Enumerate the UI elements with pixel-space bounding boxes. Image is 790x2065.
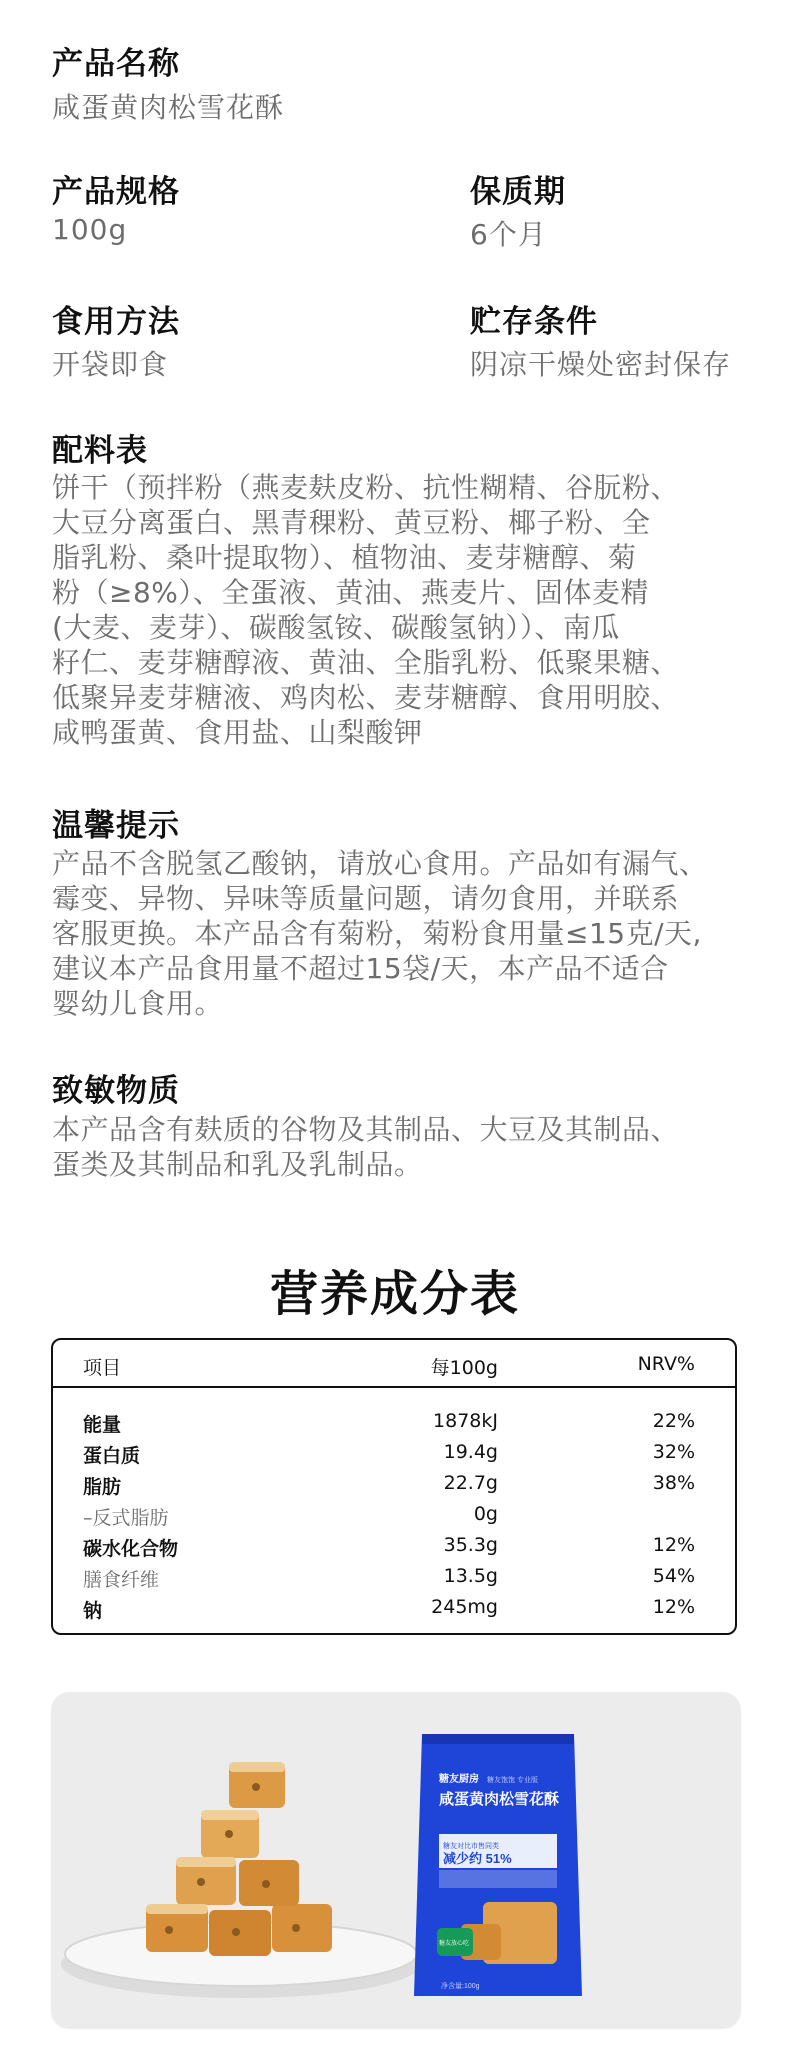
ingredients-line: 饼干（预拌粉（燕麦麸皮粉、抗性糊精、谷朊粉、 xyxy=(52,471,680,504)
table-row-fiber xyxy=(53,1565,735,1595)
tips-line: 建议本产品食用量不超过15袋/天，本产品不适合 xyxy=(52,952,669,985)
tips-line: 产品不含脱氢乙酸钠，请放心食用。产品如有漏气、 xyxy=(52,847,708,880)
package-sub-brand: 糖友饱饱 专业版 xyxy=(487,1777,538,1784)
nutrition-title: 营养成分表 xyxy=(269,1266,520,1322)
tips-label: 温馨提示 xyxy=(52,808,180,844)
row-item: 能量 xyxy=(83,1414,122,1436)
row-per: 1878kJ xyxy=(433,1410,498,1432)
allergens-label: 致敏物质 xyxy=(52,1073,180,1109)
row-item: 碳水化合物 xyxy=(83,1538,179,1560)
row-nrv: 38% xyxy=(652,1472,695,1494)
row-item: 蛋白质 xyxy=(83,1445,141,1467)
product-illustration xyxy=(51,1692,741,2029)
row-item: 钠 xyxy=(83,1600,103,1622)
row-nrv: 12% xyxy=(652,1534,695,1556)
ingredients-text xyxy=(52,470,772,750)
shelf-life-value: 6个月 xyxy=(470,218,547,251)
row-per: 0g xyxy=(473,1503,498,1525)
package-brand: 糖友厨房 xyxy=(439,1774,479,1785)
package-name: 咸蛋黄肉松雪花酥 xyxy=(439,1791,560,1808)
row-per: 22.7g xyxy=(443,1472,498,1494)
row-item: 膳食纤维 xyxy=(83,1569,160,1591)
row-per: 13.5g xyxy=(443,1565,498,1587)
row-per: 35.3g xyxy=(443,1534,498,1556)
usage-value: 开袋即食 xyxy=(52,348,169,381)
row-item: –反式脂肪 xyxy=(83,1507,169,1529)
ingredients-line: 脂乳粉、桑叶提取物）、植物油、麦芽糖醇、菊 xyxy=(52,541,637,574)
header-item: 项目 xyxy=(83,1357,122,1379)
table-row-protein xyxy=(53,1441,735,1471)
header-nrv: NRV% xyxy=(637,1353,695,1375)
allergens-line: 蛋类及其制品和乳及乳制品。 xyxy=(52,1148,423,1181)
allergens-text xyxy=(52,1112,772,1182)
ingredients-line: (大麦、麦芽）、碳酸氢铵、碳酸氢钠））、南瓜 xyxy=(52,611,620,644)
row-per: 245mg xyxy=(431,1596,498,1618)
package-badge: 糖友放心吃 xyxy=(439,1941,470,1947)
nutrition-table-header xyxy=(53,1340,735,1388)
tips-line: 霉变、异物、异味等质量问题，请勿食用，并联系 xyxy=(52,882,680,915)
ingredients-line: 大豆分离蛋白、黑青稞粉、黄豆粉、椰子粉、全 xyxy=(52,506,651,539)
storage-value: 阴凉干燥处密封保存 xyxy=(470,348,732,381)
table-row-energy xyxy=(53,1410,735,1440)
row-per: 19.4g xyxy=(443,1441,498,1463)
table-row-trans-fat xyxy=(53,1503,735,1533)
table-row-carbohydrate xyxy=(53,1534,735,1564)
row-nrv: 12% xyxy=(652,1596,695,1618)
table-row-sodium xyxy=(53,1596,735,1626)
product-name-label: 产品名称 xyxy=(52,46,180,82)
row-nrv: 54% xyxy=(652,1565,695,1587)
ingredients-label: 配料表 xyxy=(52,433,148,469)
package-claim-small: 糖友对比市售同类 xyxy=(443,1843,499,1850)
snowflake-crisp-pile-icon xyxy=(146,1762,332,1956)
row-nrv: 22% xyxy=(652,1410,695,1432)
ingredients-line: 粉（≥8%）、全蛋液、黄油、燕麦片、固体麦精 xyxy=(52,576,649,609)
product-name-value: 咸蛋黄肉松雪花酥 xyxy=(52,91,285,124)
tips-line: 客服更换。本产品含有菊粉，菊粉食用量≤15克/天, xyxy=(52,917,702,950)
nutrition-table xyxy=(51,1338,737,1635)
product-spec-label: 产品规格 xyxy=(52,174,180,210)
tips-line: 婴幼儿食用。 xyxy=(52,987,224,1020)
shelf-life-label: 保质期 xyxy=(470,174,566,210)
package-claim: 减少约 51% xyxy=(443,1851,512,1866)
row-nrv: 32% xyxy=(652,1441,695,1463)
table-row-fat xyxy=(53,1472,735,1502)
usage-label: 食用方法 xyxy=(52,304,180,340)
tips-text xyxy=(52,846,772,1021)
allergens-line: 本产品含有麸质的谷物及其制品、大豆及其制品、 xyxy=(52,1113,680,1146)
product-image-panel xyxy=(51,1692,741,2029)
header-per-100g: 每100g xyxy=(430,1357,498,1379)
row-item: 脂肪 xyxy=(83,1476,122,1498)
ingredients-line: 籽仁、麦芽糖醇液、黄油、全脂乳粉、低聚果糖、 xyxy=(52,646,680,679)
storage-label: 贮存条件 xyxy=(470,304,598,340)
ingredients-line: 低聚异麦芽糖液、鸡肉松、麦芽糖醇、食用明胶、 xyxy=(52,681,680,714)
ingredients-line: 咸鸭蛋黄、食用盐、山梨酸钾 xyxy=(52,716,423,749)
package-net-weight: 净含量:100g xyxy=(441,1983,480,1990)
product-spec-value: 100g xyxy=(52,213,128,246)
